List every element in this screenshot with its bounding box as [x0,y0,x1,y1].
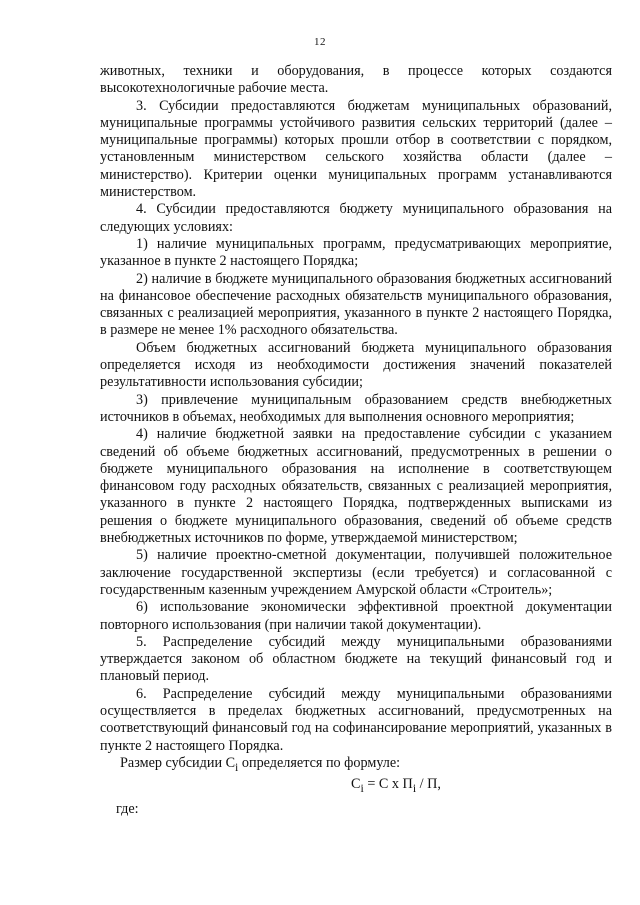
paragraph-item-6: 6. Распределение субсидий между муниципальными образованиями осуществляется в пределах бюджетных ассигнований, предусмотренных на соответствующий финансовый год на софинансирование мероприятий, указанных в пункте 2 настоящего Порядка. [100,685,612,754]
paragraph-item-3: 3. Субсидии предоставляются бюджетам муниципальных образований, муниципальные программы устойчивого развития сельских территорий (далее – муниципальные программы) которых прошли отбор в соответствии с порядком, установленным министерством сельского хозяйства области (далее – министерство). Критерии оценки муниципальных программ устанавливаются министерством. [100,97,612,201]
formula-end: / П, [416,776,441,792]
where-label: где: [116,801,139,818]
formula-middle: = С х П [363,776,413,792]
condition-3: 3) привлечение муниципальным образованием средств внебюджетных источников в объемах, необходимых для выполнения основного мероприятия; [100,391,612,425]
formula-subscript-2: i [412,780,417,795]
subsidy-size-suffix: определяется по формуле: [238,754,401,771]
condition-2: 2) наличие в бюджете муниципального образования бюджетных ассигнований на финансовое обеспечение расходных обязательств муниципального образования, связанных с реализацией мероприятия, указанного в пункте 2 настоящего Порядка, в размере не менее 1% расходного обязательства. [100,270,612,339]
paragraph-item-5: 5. Распределение субсидий между муниципальными образованиями утверждается законом об областном бюджете на текущий финансовый год и плановый период. [100,633,612,685]
document-body [100,63,612,818]
formula-subscript-1: i [360,780,364,795]
paragraph-budget-volume: Объем бюджетных ассигнований бюджета муниципального образования определяется исходя из необходимости достижения значений показателей результативности использования субсидии; [100,339,612,391]
condition-6: 6) использование экономически эффективной проектной документации повторного использования (при наличии такой документации). [100,599,612,633]
subsidy-formula [100,776,612,797]
paragraph-item-4: 4. Субсидии предоставляются бюджету муниципального образования на следующих условиях: [100,201,612,235]
paragraph-continuation: животных, техники и оборудования, в процессе которых создаются высокотехнологичные рабочие места. [100,63,612,97]
condition-5: 5) наличие проектно-сметной документации, получившей положительное заключение государственной экспертизы (если требуется) и согласованной с государственным казенным учреждением Амурской области «Строитель»; [100,547,612,598]
condition-1: 1) наличие муниципальных программ, предусматривающих мероприятие, указанное в пункте 2 настоящего Порядка; [100,235,612,270]
formula-c: С [351,776,361,792]
subsidy-size-subscript: i [235,759,239,774]
page-number: 12 [314,36,326,48]
subsidy-size-prefix: Размер субсидии С [120,754,236,771]
subsidy-size-line [100,755,612,776]
condition-4: 4) наличие бюджетной заявки на предоставление субсидии с указанием сведений об объеме бюджетных ассигнований, предусмотренных в решении о бюджете муниципального образования на исполнение в соответствующем финансовом году расходных обязательств, связанных с реализацией мероприятия, указанного в пункте 2 настоящего Порядка, подтвержденных выписками из решения о бюджете муниципального образования, сведений об объеме средств внебюджетных источников по форме, утверждаемой министерством; [100,426,612,547]
